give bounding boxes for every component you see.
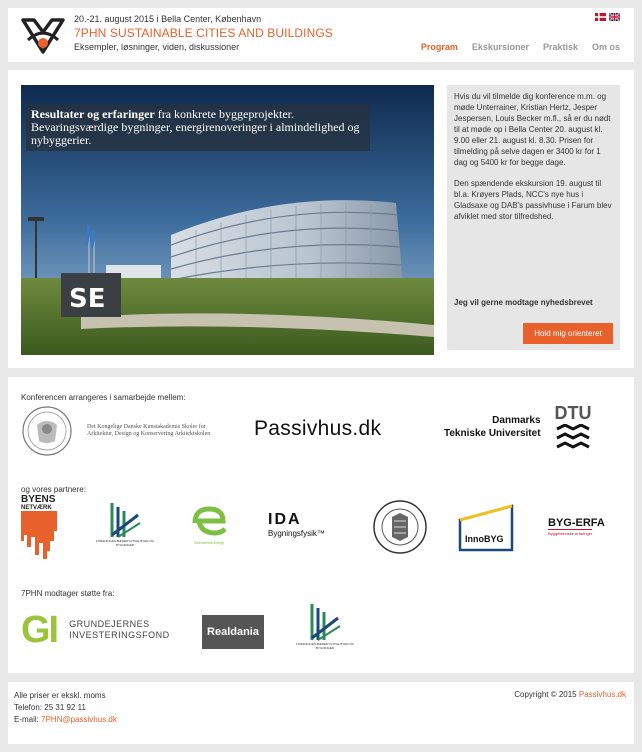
fbbb-text: FORENINGEN BÆREDYGTIGE BYER OG BYGNINGER bbox=[95, 539, 154, 547]
innobyg-text: InnoBYG bbox=[465, 534, 504, 544]
organizers-label: Konferencen arrangeres i samarbejde mellem: bbox=[21, 393, 186, 402]
hero-caption-text: fra konkrete byggeprojekter. Bevaringsværdige bygninger, energirenoveringer i almindelighed og nybyggerier. bbox=[31, 107, 360, 147]
site-title[interactable]: 7PHN SUSTAINABLE CITIES AND BUILDINGS bbox=[74, 26, 333, 40]
fbbb-icon bbox=[108, 501, 142, 539]
dtu-logo[interactable] bbox=[444, 403, 592, 450]
bygningsfysik-logo[interactable] bbox=[268, 511, 325, 538]
registration-text: Hvis du vil tilmelde dig konference m.m. og møde Unterrainer, Kristian Hertz, Jesper Jespersen, Louis Becker m.fl., så er du nødt til at møde op i Bella Center 20. august kl. 9.00 eller 21. august kl. 8.30. Prisen for tilmelding på selve dagen er 3400 kr for 1 dag og 5400 kr for begge dage. bbox=[454, 92, 611, 167]
akademisk-arkitektforening-logo[interactable] bbox=[372, 499, 428, 555]
passivhus-text: Passivhus.dk bbox=[254, 417, 382, 440]
realdania-logo[interactable] bbox=[202, 615, 264, 649]
footer-email-label: E-mail: bbox=[14, 715, 42, 724]
aaf-seal-icon bbox=[372, 499, 428, 555]
support-label: 7PHN modtager støtte fra: bbox=[21, 589, 115, 598]
hero-caption-bold: Resultater og erfaringer bbox=[31, 107, 155, 121]
site-subtitle: Eksempler, løsninger, viden, diskussioner bbox=[74, 42, 240, 52]
footer-copyright: Copyright © 2015 bbox=[514, 690, 579, 699]
site-header bbox=[8, 8, 634, 62]
fbbb-logo[interactable] bbox=[94, 501, 156, 547]
dtu-text-1: Danmarks bbox=[492, 414, 541, 426]
byens-text-1: BYENS bbox=[21, 494, 56, 505]
partners-section bbox=[8, 377, 634, 673]
site-footer bbox=[8, 682, 634, 744]
partners-label: og vores partnere: bbox=[21, 485, 86, 494]
innobyg-house-icon bbox=[458, 504, 516, 552]
fbbb-text: FORENINGEN BÆREDYGTIGE BYER OG BYGNINGER bbox=[295, 642, 354, 650]
nav-program[interactable]: Program bbox=[420, 42, 458, 52]
site-logo[interactable] bbox=[20, 16, 66, 56]
kadk-logo[interactable] bbox=[21, 405, 231, 457]
gi-text-1: GRUNDEJERNES bbox=[69, 619, 150, 629]
gi-mark: GI bbox=[21, 609, 58, 651]
byens-text-2: NETVÆRK bbox=[21, 505, 52, 511]
byg-erfa-logo[interactable] bbox=[548, 517, 605, 536]
kadk-text: Det Kongelige Danske Kunstakademis Skoler for Arkitektur, Design og Konservering Arkitektskolen bbox=[87, 424, 211, 437]
footer-prices: Alle priser er ekskl. moms bbox=[14, 691, 106, 700]
byg-erfa-subtext: Byggetekniske erfaringer bbox=[548, 531, 593, 536]
ve-leaf-icon bbox=[189, 505, 229, 541]
fbbb-logo-support[interactable] bbox=[294, 602, 356, 650]
bygningsfysik-mark: IDA bbox=[268, 511, 302, 528]
passivhus-logo[interactable] bbox=[254, 417, 381, 441]
dtu-text-2: Tekniske Universitet bbox=[444, 427, 541, 439]
bygningsfysik-text: Bygningsfysik™ bbox=[268, 529, 325, 538]
subscribe-button[interactable]: Hold mig orienteret bbox=[523, 323, 613, 344]
hero-section bbox=[8, 70, 634, 368]
gi-text-2: INVESTERINGSFOND bbox=[69, 630, 170, 640]
realdania-text: Realdania bbox=[207, 626, 259, 638]
hero-caption bbox=[26, 104, 370, 151]
ve-logo[interactable] bbox=[184, 505, 234, 545]
event-date: 20.-21. august 2015 i Bella Center, København bbox=[74, 14, 262, 24]
byens-skyline-icon bbox=[21, 511, 57, 559]
byg-erfa-text: BYG-ERFA bbox=[548, 517, 605, 529]
nav-ekskursioner[interactable]: Ekskursioner bbox=[471, 42, 529, 52]
footer-phone: Telefon: 25 31 92 11 bbox=[14, 703, 86, 712]
footer-email-link[interactable]: 7PHN@passivhus.dk bbox=[41, 715, 117, 724]
flag-uk-icon[interactable] bbox=[609, 13, 620, 21]
innobyg-logo[interactable] bbox=[458, 504, 516, 552]
newsletter-label: Jeg vil gerne modtage nyhedsbrevet bbox=[454, 298, 593, 307]
footer-copyright-link[interactable]: Passivhus.dk bbox=[578, 690, 626, 699]
main-nav bbox=[421, 42, 620, 52]
info-sidebar bbox=[447, 85, 620, 350]
flag-dk-icon[interactable] bbox=[595, 13, 606, 21]
dtu-waves-icon bbox=[555, 424, 591, 450]
ve-text: Vedvarende Energi bbox=[194, 541, 224, 545]
language-switcher bbox=[595, 13, 620, 21]
excursion-text: Den spændende ekskursion 19. august til bl.a. Krøyers Plads, NCC's nye hus i Gladsaxe og DAB's passivhuse i Farum blev afviklet med stor tilfredshed. bbox=[454, 179, 612, 221]
byens-netvaerk-logo[interactable] bbox=[21, 495, 61, 559]
fbbb-icon bbox=[308, 602, 342, 642]
dtu-mark: DTU bbox=[554, 403, 592, 423]
nav-praktisk[interactable]: Praktisk bbox=[542, 42, 578, 52]
hero-sign-text: SE bbox=[69, 284, 106, 314]
gi-logo[interactable] bbox=[21, 611, 170, 649]
nav-om-os[interactable]: Om os bbox=[591, 42, 620, 52]
kadk-seal-icon bbox=[21, 405, 73, 457]
